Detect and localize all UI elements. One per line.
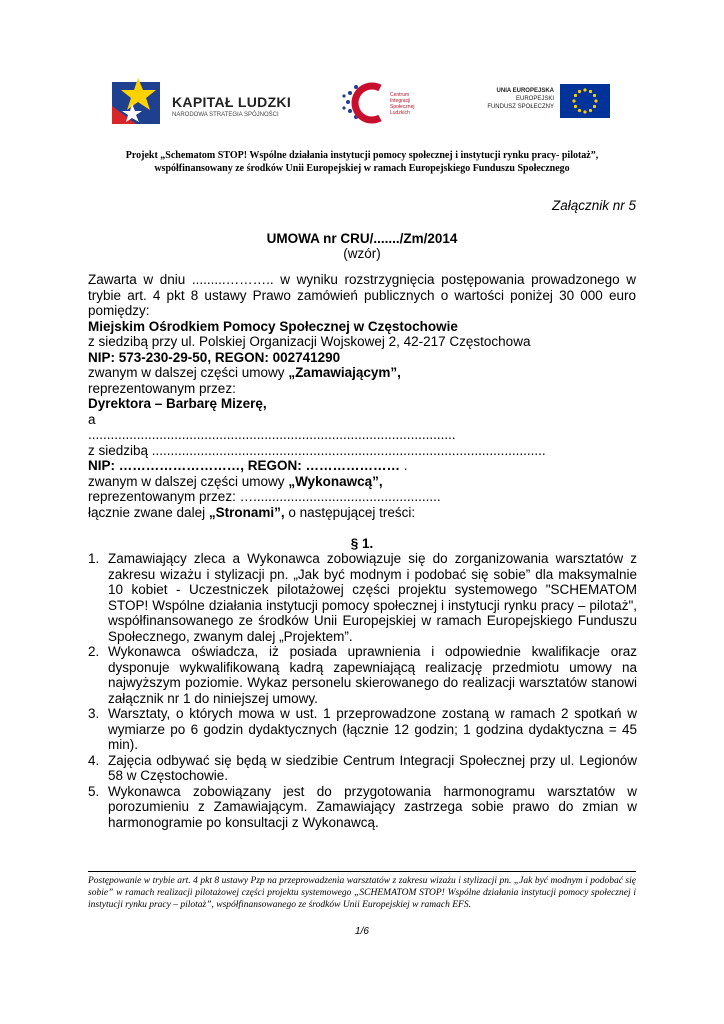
ue-logo: [468, 84, 618, 122]
cis-text: [390, 92, 414, 116]
footer-note: Postępowanie w trybie art. 4 pkt 8 ustawy Pzp na przeprowadzenia warsztatów z zakresu wizażu i stylizacji pn. „Jak być modnym i podobać się sobie” w ramach realizacji pilotażowej części projektu systemowego „SCHEMATOM STOP! Wspólne działania instytucji pomocy społecznej i instytucji rynku pracy – pilotaż”, współfinansowanego ze środków Unii Europejskiej w ramach EFS.: [88, 876, 636, 910]
eu-star-icon: [574, 105, 577, 108]
item-number: 2.: [88, 644, 100, 659]
eu-star-icon: [572, 99, 575, 102]
item-number: 5.: [88, 783, 100, 799]
list-item: [88, 551, 637, 644]
section-heading: § 1.: [350, 536, 374, 551]
and-connector: a: [88, 411, 96, 427]
party1-role-name: „Zamawiającym”,: [288, 365, 401, 380]
list-item: [88, 784, 637, 831]
page-number: 1/6: [355, 926, 369, 937]
cis-line: Centrum: [390, 92, 410, 98]
item-text: Wykonawca zobowiązany jest do przygotowania harmonogramu warsztatów w porozumieniu z Zamawiającym. Zamawiający zastrzega sobie prawo do zmian w harmonogramie po konsultacji z Wykonawcą.: [108, 783, 637, 830]
cis-line: Ludzkich: [390, 110, 410, 116]
eu-star-icon: [593, 105, 596, 108]
cis-line: Integracji: [390, 98, 411, 104]
party1-name: Miejskim Ośrodkiem Pomocy Społecznej w Częstochowie: [88, 318, 458, 334]
party2-rep: reprezentowanym przez: …..................................................: [88, 489, 441, 504]
eu-flag-icon: [560, 84, 610, 118]
contract-title: UMOWA nr CRU/......./Zm/2014: [266, 231, 458, 246]
item-text: Zamawiający zleca a Wykonawca zobowiązuje się do zorganizowania warsztatów z zakresu wizażu i stylizacji pn. „Jak być modnym i podobać się sobie” dla maksymalnie 10 kobiet - Uczestniczek pilotażowej części projektu systemowego "SCHEMATOM STOP! Wspólne działania instytucji pomocy społecznej i instytucji rynku pracy – pilotaż", współfinansowanego ze środków Unii Europejskiej w ramach Europejskiego Funduszu Społecznego, zwanym dalej „Projektem”.: [108, 551, 637, 644]
contract-parties: [88, 272, 636, 520]
item-text: Warsztaty, o których mowa w ust. 1 przeprowadzone zostaną w ramach 2 spotkań w wymiarze po 6 godzin dydaktycznych (łącznie 12 godzin; 1 godzina dydaktyczna = 45 min).: [108, 706, 637, 752]
together-name: „Stronami”,: [208, 504, 285, 520]
together-line: [88, 505, 636, 521]
eu-star-icon: [578, 109, 581, 112]
annex-label: Załącznik nr 5: [551, 198, 636, 213]
party1-ids-separator: ,: [207, 349, 215, 365]
party1-rep-name: Dyrektora – Barbarę Mizerę,: [88, 396, 267, 411]
project-line-1: Projekt „Schematom STOP! Wspólne działania instytucji pomocy społecznej i instytucji rynku pracy- pilotaż”,: [125, 150, 599, 161]
eu-star-icon: [583, 88, 586, 91]
party1-role: [88, 365, 636, 381]
contract-subtitle: (wzór): [343, 246, 381, 261]
party2-name-dots: ..................................................................................................: [88, 427, 456, 442]
party2-regon-end: .: [400, 458, 408, 473]
eu-star-icon: [594, 99, 597, 102]
party2-role: [88, 474, 636, 490]
together-prefix: łącznie zwane dalej: [88, 504, 209, 520]
item-text: Zajęcia odbywać się będą w siedzibie Centrum Integracji Społecznej przy ul. Legionów 58 w Częstochowie.: [108, 752, 637, 783]
party2-nip: NIP: ………………………: [88, 458, 241, 473]
item-number: 3.: [88, 706, 100, 721]
kapital-ludzki-subtitle: NARODOWA STRATEGIA SPÓJNOŚCI: [172, 112, 279, 118]
footer-divider: [88, 871, 636, 872]
ue-line-2: EUROPEJSKI: [515, 96, 554, 102]
eu-star-icon: [583, 110, 586, 113]
section-items: [88, 551, 637, 830]
ue-line-1: UNIA EUROPEJSKA: [496, 88, 554, 94]
project-line-2: współfinansowany ze środków Unii Europejskiej w ramach Europejskiego Funduszu Społecznego: [154, 163, 570, 174]
kapital-ludzki-emblem-icon: [110, 76, 170, 130]
eu-star-icon: [574, 94, 577, 97]
logos-header: [96, 68, 636, 132]
list-item: [88, 753, 637, 784]
party1-rep: reprezentowanym przez:: [88, 380, 236, 396]
party1-address: z siedzibą przy ul. Polskiej Organizacji Wojskowej 2, 42-217 Częstochowa: [88, 334, 531, 349]
party2-role-prefix: zwanym w dalszej części umowy: [88, 473, 289, 489]
eu-star-icon: [593, 94, 596, 97]
party2-role-name: „Wykonawcą”,: [288, 473, 383, 489]
ue-text: [468, 87, 554, 111]
intro-paragraph: Zawarta w dniu .........……….. w wyniku rozstrzygnięcia postępowania prowadzonego w trybie art. 4 pkt 8 ustawy Prawo zamówień publicznych o wartości poniżej 30 000 euro pomiędzy:: [88, 272, 636, 318]
party2-address: z siedzibą .........................................................................................................: [88, 442, 546, 458]
kapital-ludzki-logo: [110, 76, 320, 130]
party1-ids: [88, 350, 636, 366]
party2-ids: [88, 458, 636, 474]
item-text: Wykonawca oświadcza, iż posiada uprawnienia i odpowiednie kwalifikacje oraz dysponuje wykwalifikowaną kadrą zapewniającą realizację przedmiotu umowy na najwyższym poziomie. Wykaz personelu skierowanego do realizacji warsztatów stanowi załącznik nr 1 do niniejszej umowy.: [108, 644, 637, 706]
eu-star-icon: [589, 109, 592, 112]
eu-star-icon: [578, 90, 581, 93]
ue-line-3: FUNDUSZ SPOŁECZNY: [487, 104, 554, 110]
kapital-ludzki-name: KAPITAŁ LUDZKI: [172, 94, 292, 110]
party1-nip: NIP: 573-230-29-50: [88, 349, 208, 365]
list-item: [88, 644, 637, 706]
together-suffix: o następującej treści:: [284, 504, 416, 520]
list-item: [88, 706, 637, 753]
cis-logo: [340, 80, 424, 130]
cis-line: Społecznej: [390, 104, 415, 110]
party1-regon: REGON: 002741290: [214, 349, 341, 365]
eu-star-icon: [589, 90, 592, 93]
project-heading: [70, 149, 654, 175]
item-number: 4.: [88, 752, 100, 768]
party1-role-prefix: zwanym w dalszej części umowy: [88, 365, 289, 380]
cis-emblem-icon: [340, 80, 390, 126]
party2-regon: , REGON: …………………: [240, 458, 401, 473]
item-number: 1.: [88, 551, 100, 566]
